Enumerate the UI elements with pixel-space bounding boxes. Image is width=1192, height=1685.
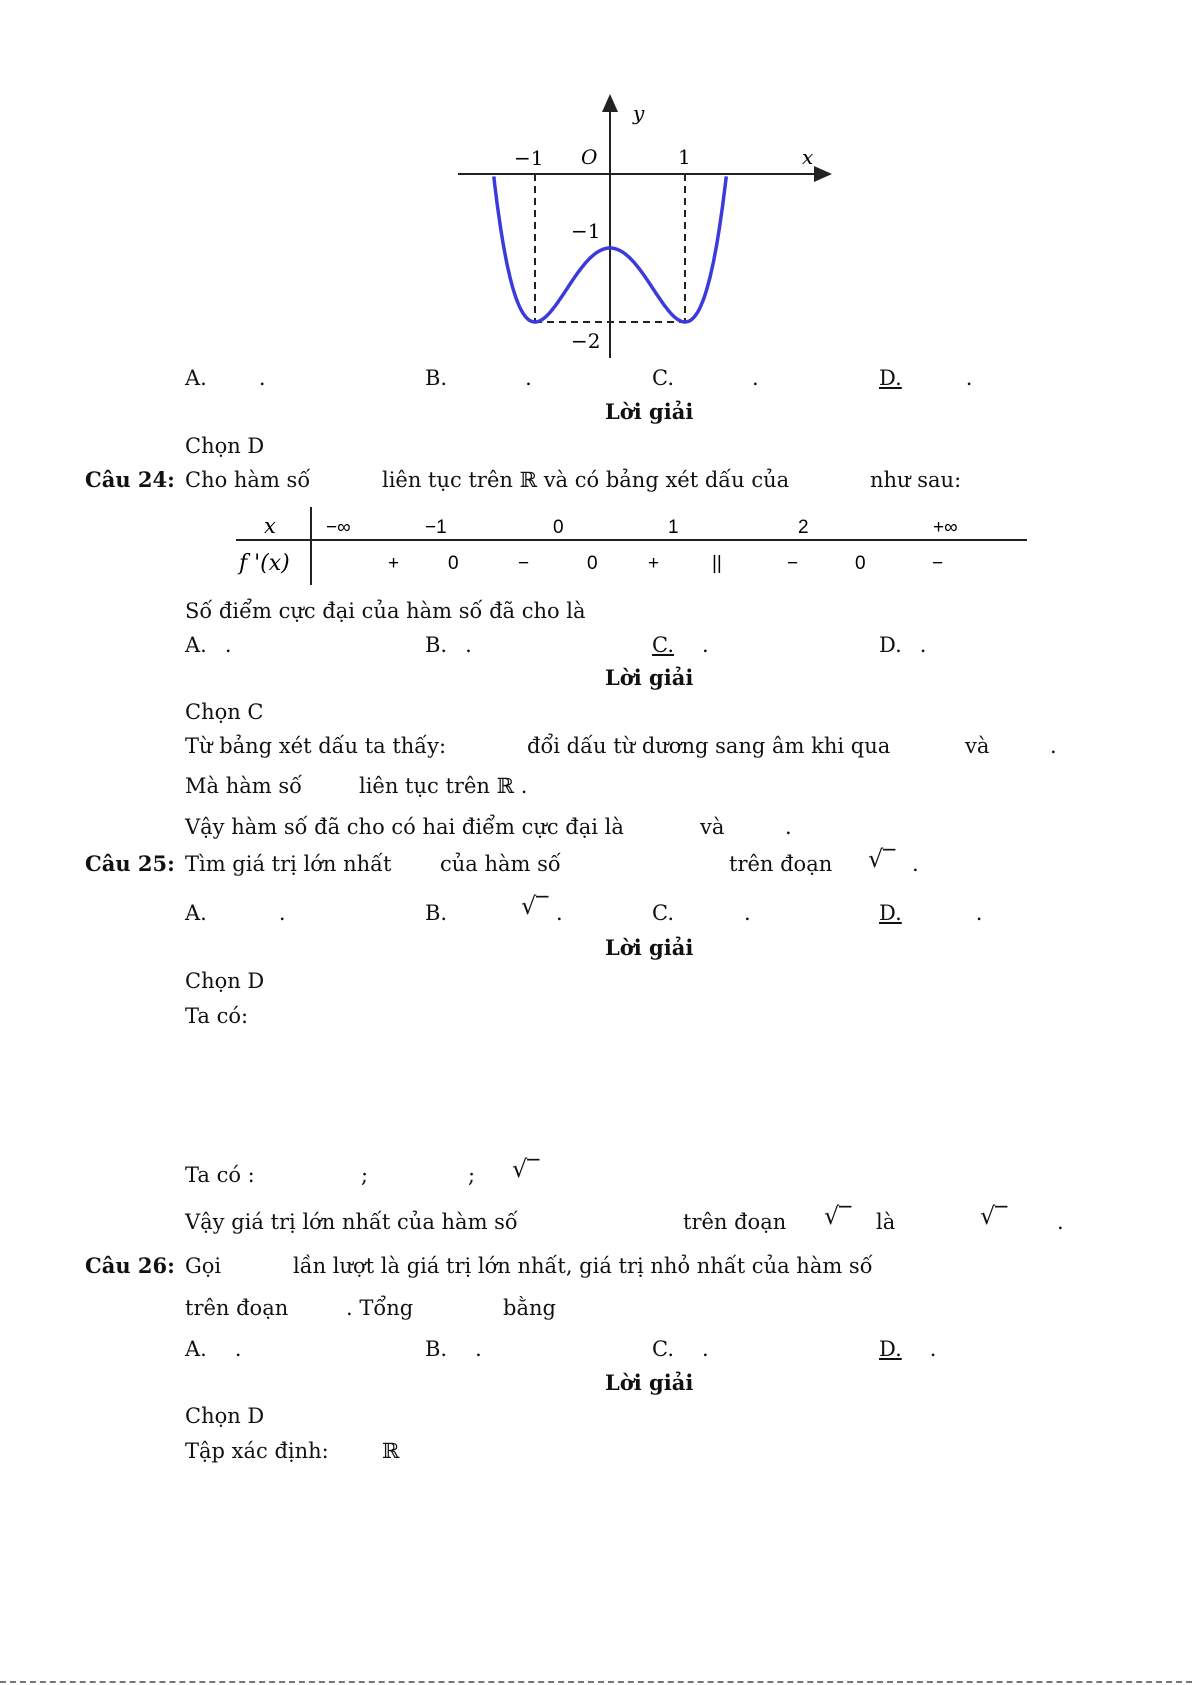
q26-stem-2: lần lượt là giá trị lớn nhất, giá trị nhỏ nhất của hàm số	[293, 1254, 873, 1278]
q26-choice-d-dot: .	[929, 1337, 937, 1361]
q25-ta-co-radical: √‾	[512, 1155, 540, 1183]
q26-stem-4: . Tổng	[346, 1296, 414, 1320]
q24-choice-a-label: A.	[185, 633, 207, 657]
q24-stem-1: Cho hàm số	[185, 468, 311, 492]
q26-choice-c-label: C.	[652, 1337, 674, 1361]
q23-choice-b	[425, 365, 532, 391]
sign-table-sign: 0	[855, 553, 866, 574]
q26-choice-b-dot: .	[475, 1337, 482, 1361]
q25-conclusion-b: trên đoạn	[683, 1210, 787, 1234]
q24-line1-b: đổi dấu từ dương sang âm khi qua	[527, 734, 891, 758]
q26-choice-d-label: D.	[879, 1337, 902, 1361]
q24-line1-dot: .	[1050, 734, 1057, 758]
sign-table-x-value: −1	[425, 517, 447, 538]
q25-conclusion-a: Vậy giá trị lớn nhất của hàm số	[185, 1210, 518, 1234]
q25-choice-b-radical: √‾	[521, 892, 549, 920]
tick-label-y-neg1: −1	[571, 219, 601, 243]
function-graph	[440, 78, 840, 363]
sign-table-sign: +	[648, 553, 660, 574]
q26-stem-3: trên đoạn	[185, 1296, 289, 1320]
q24-solution-title: Lời giải	[605, 665, 694, 690]
q25-ta-co-2: Ta có :	[185, 1163, 255, 1187]
q23-choice-d-label: D.	[879, 366, 902, 390]
q26-stem-5: bằng	[503, 1296, 556, 1320]
q25-stem-3: trên đoạn	[729, 852, 833, 876]
q26-choice-b	[425, 1336, 482, 1362]
q24-stem-2: liên tục trên ℝ và có bảng xét dấu của	[382, 468, 790, 492]
q25-choice-b-dot: .	[556, 901, 563, 925]
q23-chosen: Chọn D	[185, 434, 265, 458]
sign-table-x-value: −∞	[326, 517, 351, 538]
q25-solution-title: Lời giải	[605, 935, 694, 960]
sign-table-sign: +	[388, 553, 400, 574]
q24-choice-d	[879, 632, 926, 658]
q23-choice-c-dot: .	[752, 366, 759, 390]
q25-ta-co: Ta có:	[185, 1004, 249, 1028]
q25-choice-a-dot: .	[278, 901, 286, 925]
q24-question: Số điểm cực đại của hàm số đã cho là	[185, 599, 586, 623]
tick-label-y-neg2: −2	[571, 329, 601, 353]
q23-choice-c	[652, 365, 759, 391]
q23-choice-b-dot: .	[525, 366, 532, 390]
q25-stem-dot: .	[912, 852, 919, 876]
q23-choice-c-label: C.	[652, 366, 674, 390]
q23-choice-a	[185, 365, 266, 391]
q26-choice-c	[652, 1336, 709, 1362]
q23-choice-a-label: A.	[185, 366, 207, 390]
q24-choice-a-dot: .	[224, 633, 232, 657]
q26-choice-a	[185, 1336, 242, 1362]
q26-choice-b-label: B.	[425, 1337, 448, 1361]
sign-table-x-value: 0	[553, 517, 564, 538]
q24-chosen: Chọn C	[185, 700, 264, 724]
q24-choice-d-dot: .	[919, 633, 927, 657]
origin-label: O	[581, 145, 598, 169]
q23-solution-title: Lời giải	[605, 399, 694, 424]
q24-choice-c-label: C.	[652, 633, 674, 657]
q24-stem-3: như sau:	[870, 468, 962, 492]
sign-table-sign: −	[518, 553, 530, 574]
q25-stem-2: của hàm số	[440, 852, 561, 876]
q23-choice-b-label: B.	[425, 366, 448, 390]
q25-choice-c-dot: .	[744, 901, 751, 925]
q23-choice-d-dot: .	[965, 366, 973, 390]
q24-line3-a: Vậy hàm số đã cho có hai điểm cực đại là	[185, 815, 624, 839]
q24-choice-b-dot: .	[465, 633, 472, 657]
q23-choice-d	[879, 365, 972, 391]
x-axis-label: x	[802, 145, 814, 169]
q26-chosen: Chọn D	[185, 1404, 265, 1428]
q24-choice-b	[425, 632, 472, 658]
q24-choice-c	[652, 632, 709, 658]
q25-conclusion-radical-1: √‾	[824, 1202, 852, 1230]
q26-domain-label: Tập xác định:	[185, 1439, 329, 1463]
q25-semicolon-2: ;	[468, 1163, 476, 1187]
q25-chosen: Chọn D	[185, 969, 265, 993]
tick-label-x-neg1: −1	[514, 146, 544, 170]
q24-line1-a: Từ bảng xét dấu ta thấy:	[185, 734, 447, 758]
q25-conclusion-dot: .	[1057, 1210, 1064, 1234]
q26-stem-1: Gọi	[185, 1254, 222, 1278]
sign-table-sign: 0	[448, 553, 459, 574]
q25-choice-a-label: A.	[185, 901, 207, 925]
sign-table-x-value: +∞	[933, 517, 958, 538]
q26-solution-title: Lời giải	[605, 1370, 694, 1395]
sign-table-sign: −	[787, 553, 799, 574]
q26-choice-d	[879, 1336, 936, 1362]
sign-table-x-value: 1	[668, 517, 679, 538]
q24-choice-d-label: D.	[879, 633, 902, 657]
q24-line1-c: và	[965, 734, 990, 758]
q24-line3-b: và	[700, 815, 725, 839]
q24-number: Câu 24:	[85, 467, 175, 492]
q25-choice-b	[425, 900, 447, 926]
sign-table-x-value: 2	[798, 517, 809, 538]
q25-stem-1: Tìm giá trị lớn nhất	[185, 852, 392, 876]
q25-choice-c-label: C.	[652, 901, 674, 925]
sign-table	[230, 505, 1030, 587]
q25-choice-d	[879, 900, 982, 926]
q25-number: Câu 25:	[85, 851, 175, 876]
q25-choice-b-label: B.	[425, 901, 448, 925]
q24-choice-b-label: B.	[425, 633, 448, 657]
q25-conclusion-c: là	[876, 1210, 896, 1234]
q26-choice-a-dot: .	[234, 1337, 242, 1361]
sign-table-sign: ||	[712, 553, 722, 574]
sign-table-sign: −	[932, 553, 944, 574]
page-bottom-rule	[0, 1681, 1192, 1685]
q24-line2-a: Mà hàm số	[185, 774, 302, 798]
tick-label-x-pos1: 1	[678, 145, 691, 169]
q25-stem-radical: √‾	[868, 845, 896, 873]
q24-line2-b: liên tục trên ℝ .	[359, 774, 528, 798]
q26-choice-c-dot: .	[702, 1337, 709, 1361]
y-axis-label: y	[633, 101, 645, 125]
q25-choice-a	[185, 900, 286, 926]
q25-conclusion-radical-2: √‾	[980, 1202, 1008, 1230]
sign-table-f-label: f '(x)	[239, 551, 290, 576]
q25-choice-d-dot: .	[975, 901, 983, 925]
q24-choice-c-dot: .	[702, 633, 709, 657]
q26-domain-value: ℝ	[382, 1439, 400, 1463]
q25-semicolon-1: ;	[361, 1163, 369, 1187]
q24-line3-dot: .	[785, 815, 792, 839]
sign-table-sign: 0	[587, 553, 598, 574]
q24-choice-a	[185, 632, 232, 658]
q25-choice-c	[652, 900, 751, 926]
q25-choice-d-label: D.	[879, 901, 902, 925]
sign-table-x-label: x	[264, 514, 276, 538]
q26-number: Câu 26:	[85, 1253, 175, 1278]
q26-choice-a-label: A.	[185, 1337, 207, 1361]
q23-choice-a-dot: .	[258, 366, 266, 390]
